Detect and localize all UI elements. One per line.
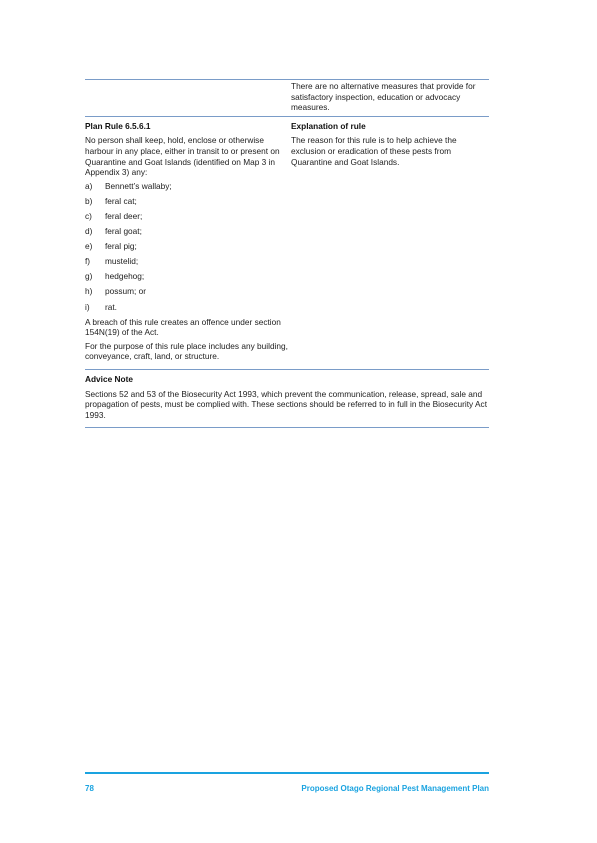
footer-rule [85, 772, 489, 774]
list-item [85, 196, 289, 207]
list-item-label: i) [85, 301, 90, 312]
list-item-label: a) [85, 180, 93, 191]
page-footer [85, 784, 489, 795]
explanation-column [291, 121, 489, 365]
list-item-text: feral deer; [105, 210, 143, 221]
list-item [85, 181, 289, 192]
list-item-label: c) [85, 210, 92, 221]
list-item [85, 226, 289, 237]
list-item-label: b) [85, 195, 93, 206]
breach-text: A breach of this rule creates an offence under section 154N(19) of the Act. [85, 316, 281, 338]
advice-heading: Advice Note [85, 373, 133, 384]
page-content [85, 79, 489, 428]
list-item-text: possum; or [105, 286, 147, 297]
advice-text: Sections 52 and 53 of the Biosecurity Act 1993, which prevent the communication, release, spread, sale and propagation of pests, must be complied with. These sections should be referred to in full in the Biosecurity Act 1993. [85, 388, 488, 420]
rule-intro: No person shall keep, hold, enclose or otherwise harbour in any place, either in transit to or present on Quarantine and Goat Islands (identified on Map 3 in Appendix 3) any: [85, 135, 280, 178]
list-item-label: g) [85, 271, 93, 282]
list-item-label: f) [85, 256, 91, 267]
rule-section [85, 117, 489, 369]
alternative-measures-text: There are no alternative measures that provide for satisfactory inspection, education or advocacy measures. [291, 81, 476, 113]
rule-column [85, 121, 291, 365]
empty-cell [85, 81, 291, 113]
list-item [85, 302, 289, 313]
list-item-text: feral goat; [105, 226, 142, 237]
page-number: 78 [85, 784, 94, 793]
alternative-measures-row [85, 80, 489, 116]
list-item [85, 256, 289, 267]
list-item-label: d) [85, 226, 93, 237]
list-item-text: mustelid; [105, 256, 139, 267]
explanation-text: The reason for this rule is to help achieve the exclusion or eradication of these pests from Quarantine and Goat Islands. [291, 135, 457, 167]
document-title: Proposed Otago Regional Pest Management Plan [301, 784, 489, 793]
pest-list [85, 181, 289, 312]
list-item-label: e) [85, 241, 93, 252]
rule-heading: Plan Rule 6.5.6.1 [85, 120, 151, 131]
list-item-text: feral pig; [105, 241, 137, 252]
advice-note [85, 370, 489, 427]
list-item-text: hedgehog; [105, 271, 145, 282]
table-bottom-border [85, 427, 489, 428]
list-item [85, 286, 289, 297]
explanation-heading: Explanation of rule [291, 120, 366, 131]
purpose-text: For the purpose of this rule place includes any building, conveyance, craft, land, or structure. [85, 340, 288, 362]
list-item [85, 271, 289, 282]
list-item-text: feral cat; [105, 195, 137, 206]
list-item-label: h) [85, 286, 93, 297]
list-item [85, 211, 289, 222]
list-item-text: Bennett’s wallaby; [105, 180, 172, 191]
list-item-text: rat. [105, 301, 117, 312]
list-item [85, 241, 289, 252]
